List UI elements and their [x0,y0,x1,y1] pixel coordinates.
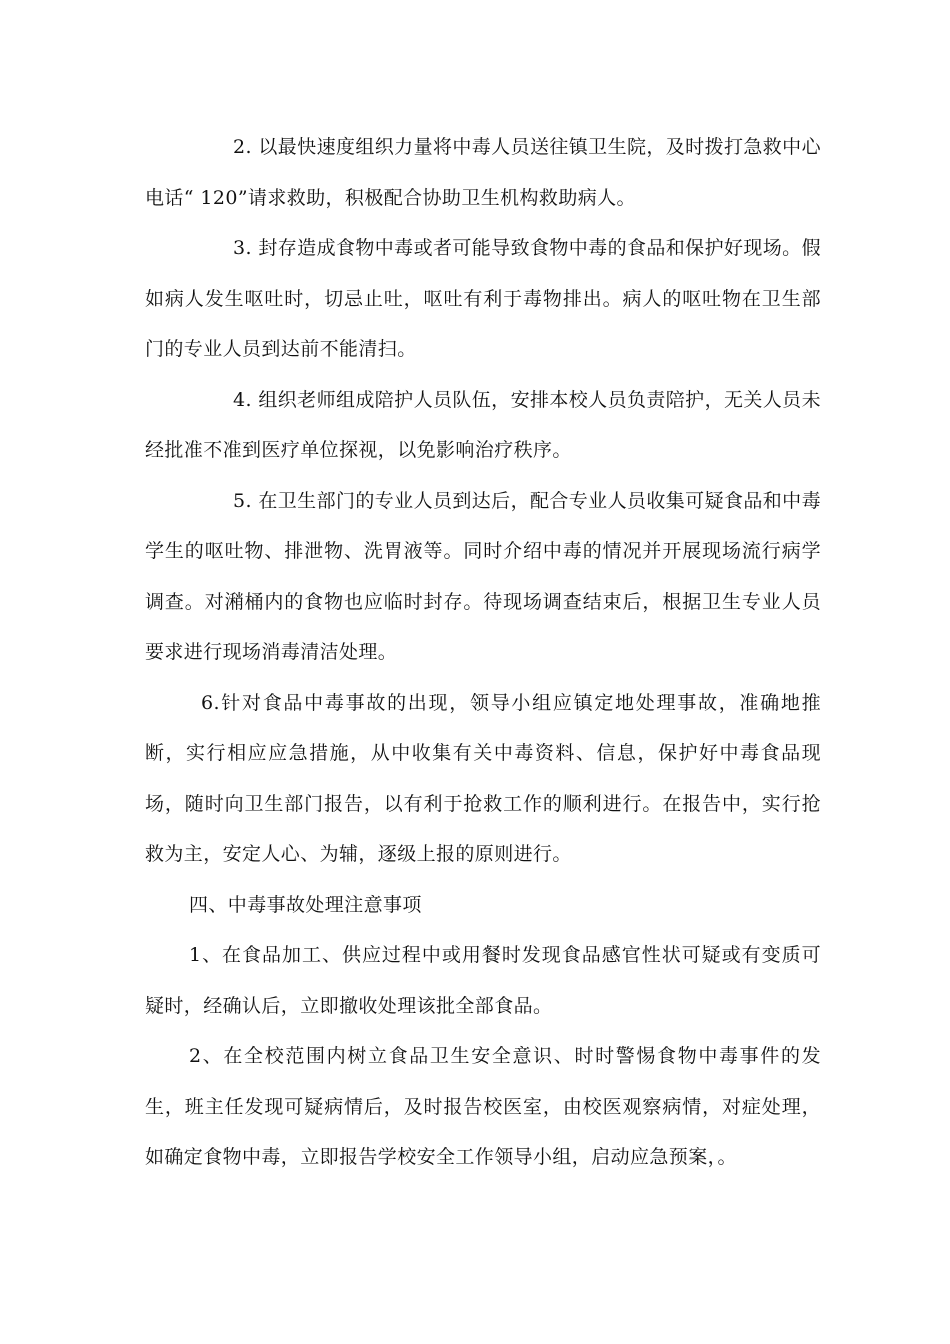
paragraph-note-2: 2、在全校范围内树立食品卫生安全意识、时时警惕食物中毒事件的发生，班主任发现可疑病情后，及时报告校医室，由校医观察病情，对症处理，如确定食物中毒，立即报告学校安全工作领导小组，启动应急预案，。 [145,1045,821,1168]
paragraph-step-5: 5. 在卫生部门的专业人员到达后，配合专业人员收集可疑食品和中毒学生的呕吐物、排泄物、洗胃液等。同时介绍中毒的情况并开展现场流行病学调查。对潲桶内的食物也应临时封存。待现场调查结束后，根据卫生专业人员要求进行现场消毒清洁处理。 [145,489,821,663]
section-heading-4: 四、中毒事故处理注意事项 [189,893,422,916]
paragraph-step-3: 3. 封存造成食物中毒或者可能导致食物中毒的食品和保护好现场。假如病人发生呕吐时，切忌止吐，呕吐有利于毒物排出。病人的呕吐物在卫生部门的专业人员到达前不能清扫。 [145,237,821,360]
paragraph-step-4: 4. 组织老师组成陪护人员队伍，安排本校人员负责陪护，无关人员未经批准不准到医疗单位探视，以免影响治疗秩序。 [145,388,821,461]
paragraph-step-2: 2. 以最快速度组织力量将中毒人员送往镇卫生院，及时拨打急救中心电话“ 120”请求救助，积极配合协助卫生机构救助病人。 [145,136,821,209]
document-body [145,122,821,1183]
paragraph-note-1: 1、在食品加工、供应过程中或用餐时发现食品感官性状可疑或有变质可疑时，经确认后，立即撤收处理该批全部食品。 [145,944,821,1017]
paragraph-step-6: 6.针对食品中毒事故的出现，领导小组应镇定地处理事故，准确地推断，实行相应应急措施，从中收集有关中毒资料、信息，保护好中毒食品现场，随时向卫生部门报告，以有利于抢救工作的顺利进行。在报告中，实行抢救为主，安定人心、为辅，逐级上报的原则进行。 [145,691,821,865]
